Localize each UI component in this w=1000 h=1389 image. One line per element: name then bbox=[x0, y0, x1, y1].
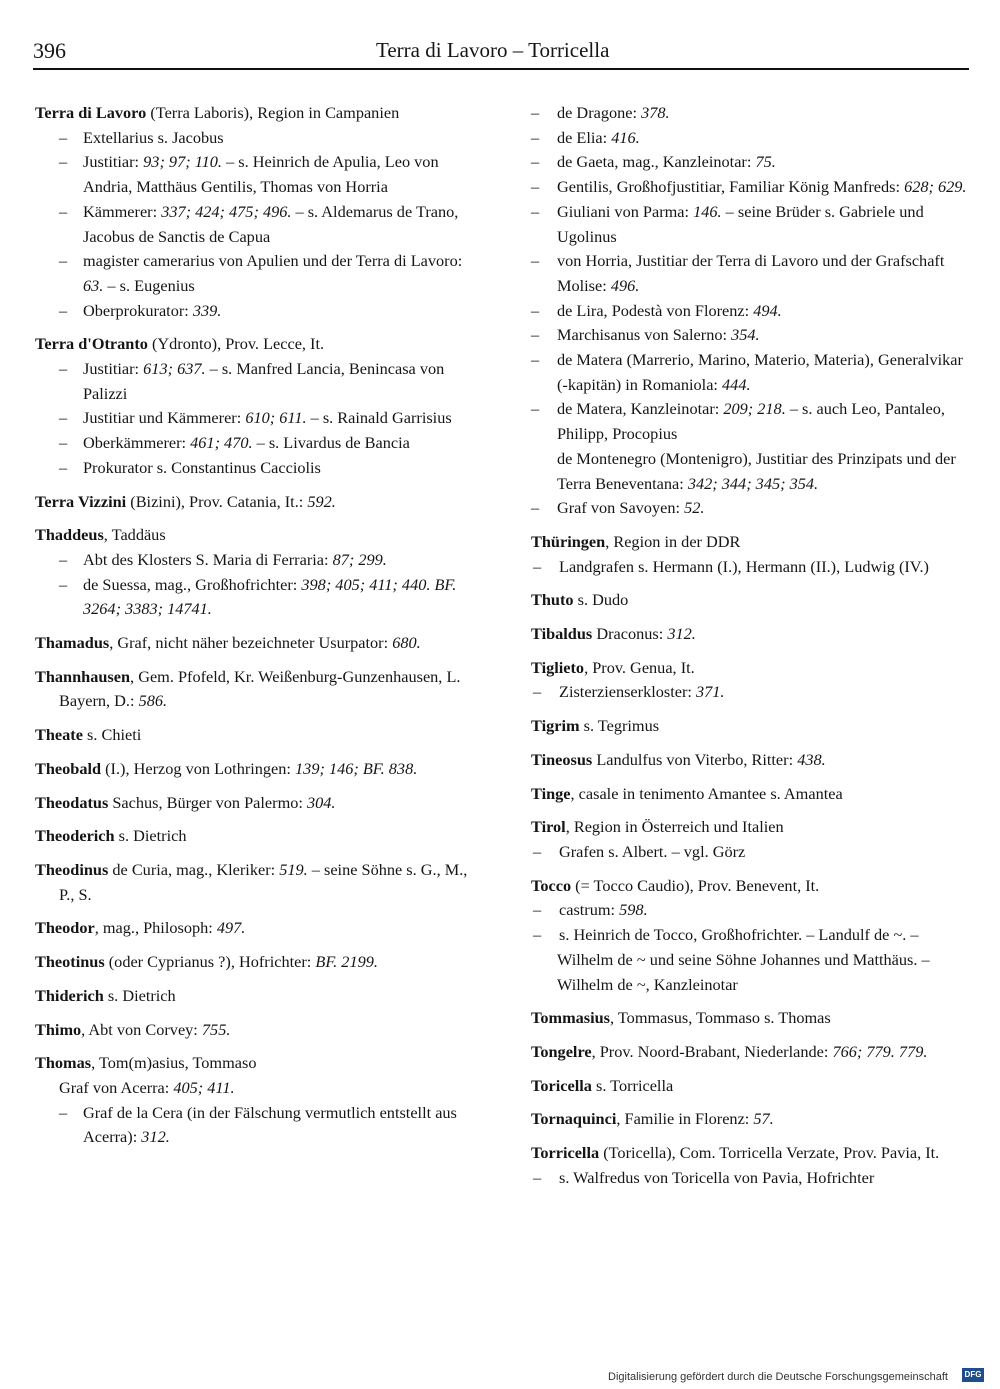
entry-headline bbox=[35, 332, 473, 357]
page-reference: 592. bbox=[307, 491, 336, 511]
entry-headline bbox=[35, 631, 473, 656]
index-entry bbox=[531, 1074, 969, 1099]
index-entry bbox=[531, 874, 969, 998]
index-entry bbox=[531, 588, 969, 613]
entry-text: s. Heinrich de Tocco, Großhofrichter. – Landulf de ~. – Wilhelm de ~ und seine Söhne Johannes und Matthäus. – Wilhelm de ~, Kanzleinotar bbox=[557, 925, 930, 994]
entry-text: s. Dietrich bbox=[114, 826, 187, 846]
entry-text: castrum: bbox=[559, 900, 620, 920]
entry-text: – s. Manfred Lancia, Benincasa von Palizzi bbox=[83, 359, 445, 403]
entry-headword: Theotinus bbox=[35, 952, 105, 972]
en-dash-bullet: – bbox=[531, 325, 540, 345]
page-reference: 378. bbox=[641, 103, 670, 122]
sub-entry bbox=[35, 299, 473, 324]
page-reference: 680. bbox=[392, 633, 421, 653]
page-reference: 75. bbox=[755, 152, 776, 172]
en-dash-bullet: – bbox=[533, 900, 542, 920]
page-reference: 438. bbox=[797, 749, 826, 769]
entry-headline bbox=[35, 1018, 473, 1043]
entry-headline bbox=[35, 490, 473, 515]
entry-headword: Tirol bbox=[531, 817, 566, 837]
sub-entry bbox=[531, 175, 969, 200]
page-reference: 93; 97; 110. bbox=[143, 152, 222, 172]
page-reference: 371. bbox=[695, 682, 725, 702]
entry-text: – s. Livardus de Bancia bbox=[252, 433, 410, 453]
entry-text: – seine Söhne s. G., M., P., S. bbox=[59, 859, 468, 904]
page-reference: 337; 424; 475; 496. bbox=[161, 201, 292, 221]
entry-headword: Tibaldus bbox=[531, 624, 593, 644]
entry-text: , Tom(m)asius, Tommaso bbox=[91, 1053, 257, 1073]
entry-text: , Prov. Noord-Brabant, Niederlande: bbox=[591, 1041, 833, 1061]
continued-entry bbox=[531, 101, 969, 521]
entry-text: (Toricella), Com. Torricella Verzate, Prov. Pavia, It. bbox=[599, 1143, 940, 1163]
entry-text: s. Tegrimus bbox=[579, 716, 660, 736]
en-dash-bullet: – bbox=[533, 841, 542, 861]
sub-entry bbox=[531, 680, 969, 705]
entry-text: , Region in der DDR bbox=[605, 531, 741, 551]
page-reference: 755. bbox=[201, 1019, 231, 1039]
en-dash-bullet: – bbox=[531, 350, 540, 370]
en-dash-bullet: – bbox=[531, 103, 540, 122]
entry-text: – s. Heinrich de Apulia, Leo von Andria, Matthäus Gentilis, Thomas von Horria bbox=[83, 152, 439, 197]
en-dash-bullet: – bbox=[533, 925, 542, 945]
entry-headword: Thamadus bbox=[35, 633, 110, 653]
en-dash-bullet: – bbox=[533, 682, 542, 702]
en-dash-bullet: – bbox=[531, 251, 540, 271]
index-entry bbox=[35, 490, 473, 515]
sub-entry bbox=[35, 126, 473, 151]
en-dash-bullet: – bbox=[59, 1102, 68, 1122]
entry-headword: Tommasius bbox=[531, 1008, 611, 1028]
entry-headline bbox=[531, 1107, 969, 1132]
entry-headword: Thomas bbox=[35, 1053, 92, 1073]
entry-text: Landulfus von Viterbo, Ritter: bbox=[592, 749, 798, 769]
index-entry bbox=[531, 622, 969, 647]
entry-text: , Abt von Corvey: bbox=[81, 1019, 202, 1039]
en-dash-bullet: – bbox=[531, 177, 540, 197]
index-entry bbox=[35, 1018, 473, 1043]
page-reference: 342; 344; 345; 354. bbox=[687, 473, 819, 493]
entry-headline bbox=[35, 757, 473, 782]
sub-entry bbox=[35, 431, 473, 456]
en-dash-bullet: – bbox=[59, 201, 68, 221]
entry-headword: Thuto bbox=[531, 590, 574, 610]
entry-text: Oberprokurator: bbox=[83, 300, 193, 320]
index-entry bbox=[35, 984, 473, 1009]
sub-entry bbox=[35, 1076, 473, 1101]
entry-headline bbox=[35, 1051, 473, 1076]
entry-text: Sachus, Bürger von Palermo: bbox=[108, 792, 307, 812]
entry-text: s. Dudo bbox=[573, 590, 629, 610]
entry-headword: Terra d'Otranto bbox=[35, 334, 148, 354]
entry-headline bbox=[531, 815, 969, 840]
entry-text: de Suessa, mag., Großhofrichter: bbox=[83, 574, 302, 594]
index-entry bbox=[531, 815, 969, 864]
entry-text: – s. Aldemarus de Trano, Jacobus de Sanctis de Capua bbox=[83, 201, 459, 246]
entry-headword: Theate bbox=[35, 725, 83, 745]
page-reference: 398; 405; 411; 440. BF. 3264; 3383; 14741. bbox=[83, 574, 457, 619]
entry-headline bbox=[531, 1141, 969, 1166]
sub-entry bbox=[531, 397, 969, 446]
entry-headline bbox=[35, 101, 473, 126]
page-reference: 354. bbox=[731, 325, 760, 345]
entry-text: Graf de la Cera (in der Fälschung vermutlich entstellt aus Acerra): bbox=[83, 1102, 457, 1147]
entry-text: (I.), Herzog von Lothringen: bbox=[101, 758, 296, 778]
entry-headline bbox=[531, 530, 969, 555]
dfg-logo: DFG bbox=[962, 1368, 984, 1382]
page-reference: 766; 779. 779. bbox=[832, 1041, 928, 1061]
entry-headword: Theoderich bbox=[35, 826, 115, 846]
entry-text: , Taddäus bbox=[103, 525, 166, 545]
sub-entry bbox=[531, 323, 969, 348]
entry-text: (Ydronto), Prov. Lecce, It. bbox=[147, 334, 325, 354]
en-dash-bullet: – bbox=[59, 359, 68, 379]
entry-text: Kämmerer: bbox=[83, 201, 162, 221]
en-dash-bullet: – bbox=[531, 152, 540, 172]
entry-text: – s. auch Leo, Pantaleo, Philipp, Procopius bbox=[557, 399, 945, 444]
en-dash-bullet: – bbox=[531, 201, 540, 221]
index-entry bbox=[35, 791, 473, 816]
en-dash-bullet: – bbox=[59, 251, 68, 271]
entry-text: Graf von Savoyen: bbox=[557, 498, 685, 518]
sub-entry bbox=[531, 101, 969, 126]
entry-text: Zisterzienserkloster: bbox=[559, 682, 696, 702]
page-reference: 461; 470. bbox=[190, 433, 253, 453]
entry-text: de Dragone: bbox=[557, 103, 642, 122]
page-reference: 444. bbox=[722, 374, 751, 394]
index-entry bbox=[35, 631, 473, 656]
entry-headword: Terra Vizzini bbox=[35, 491, 127, 511]
sub-entry bbox=[531, 126, 969, 151]
index-entry bbox=[35, 916, 473, 941]
index-entry bbox=[35, 950, 473, 975]
sub-entry bbox=[35, 357, 473, 406]
sub-entry bbox=[35, 548, 473, 573]
footer-funding-note: Digitalisierung gefördert durch die Deutsche Forschungsgemeinschaft bbox=[608, 1371, 948, 1383]
page-reference: 339. bbox=[192, 300, 222, 320]
sub-entry bbox=[531, 200, 969, 249]
entry-text: de Matera, Kanzleinotar: bbox=[557, 399, 724, 419]
entry-headline bbox=[531, 656, 969, 681]
entry-headword: Tocco bbox=[531, 875, 572, 895]
index-entry bbox=[531, 748, 969, 773]
entry-headword: Tornaquinci bbox=[531, 1109, 617, 1129]
index-entry bbox=[35, 665, 473, 714]
entry-text: de Gaeta, mag., Kanzleinotar: bbox=[557, 152, 756, 172]
page-reference: 519. bbox=[279, 859, 308, 879]
page-reference: 57. bbox=[753, 1109, 774, 1129]
en-dash-bullet: – bbox=[59, 408, 68, 428]
entry-text: Graf von Acerra: bbox=[59, 1077, 174, 1097]
sub-entry bbox=[531, 348, 969, 397]
entry-text: , Region in Österreich und Italien bbox=[565, 817, 784, 837]
entry-headword: Tinge bbox=[531, 783, 571, 803]
en-dash-bullet: – bbox=[59, 433, 68, 453]
entry-text: Extellarius s. Jacobus bbox=[83, 127, 224, 147]
index-entry bbox=[35, 824, 473, 849]
entry-text: de Elia: bbox=[557, 127, 612, 147]
entry-text: – s. Eugenius bbox=[103, 275, 195, 295]
page-reference: 598. bbox=[619, 900, 648, 920]
entry-headline bbox=[35, 984, 473, 1009]
right-column bbox=[531, 101, 969, 1199]
index-entry bbox=[35, 523, 473, 622]
entry-headword: Thiderich bbox=[35, 985, 104, 1005]
sub-entry bbox=[531, 1166, 969, 1191]
page-reference: 312. bbox=[141, 1127, 170, 1147]
entry-text: Prokurator s. Constantinus Cacciolis bbox=[83, 457, 321, 477]
entry-text: s. Walfredus von Toricella von Pavia, Hofrichter bbox=[559, 1167, 875, 1187]
entry-text: Grafen s. Albert. – vgl. Görz bbox=[559, 841, 746, 861]
entry-headword: Theobald bbox=[35, 758, 102, 778]
entry-text: , casale in tenimento Amantee s. Amantea bbox=[570, 783, 843, 803]
en-dash-bullet: – bbox=[59, 127, 68, 147]
entry-text: (= Tocco Caudio), Prov. Benevent, It. bbox=[571, 875, 820, 895]
entry-text: de Matera (Marrerio, Marino, Materio, Materia), Generalvikar (-kapitän) in Romaniola: bbox=[557, 350, 963, 394]
entry-text: , Prov. Genua, It. bbox=[584, 657, 695, 677]
entry-headword: Tiglieto bbox=[531, 657, 585, 677]
entry-text: Marchisanus von Salerno: bbox=[557, 325, 732, 345]
entry-text: , Tommasus, Tommaso s. Thomas bbox=[610, 1008, 831, 1028]
entry-text: magister camerarius von Apulien und der Terra di Lavoro: bbox=[83, 251, 463, 271]
entry-text: (Terra Laboris), Region in Campanien bbox=[146, 103, 400, 122]
entry-text: Landgrafen s. Hermann (I.), Hermann (II.), Ludwig (IV.) bbox=[559, 556, 929, 576]
sub-entry bbox=[531, 898, 969, 923]
entry-headline bbox=[531, 588, 969, 613]
index-entry bbox=[531, 1006, 969, 1031]
entry-headword: Torricella bbox=[531, 1143, 600, 1163]
entry-text: Oberkämmerer: bbox=[83, 433, 191, 453]
entry-headword: Thannhausen bbox=[35, 666, 131, 686]
index-entry bbox=[35, 332, 473, 480]
sub-entry bbox=[35, 150, 473, 199]
en-dash-bullet: – bbox=[59, 152, 68, 172]
page-reference: 494. bbox=[753, 300, 782, 320]
entry-headline bbox=[35, 665, 473, 714]
entry-headline bbox=[531, 1006, 969, 1031]
sub-entry bbox=[531, 150, 969, 175]
page-reference: 496. bbox=[610, 275, 640, 295]
sub-entry bbox=[531, 299, 969, 324]
index-entry bbox=[35, 757, 473, 782]
index-entry bbox=[531, 656, 969, 705]
entry-headword: Theodatus bbox=[35, 792, 109, 812]
page-reference: BF. 2199. bbox=[315, 952, 378, 972]
entry-text: s. Dietrich bbox=[103, 985, 176, 1005]
en-dash-bullet: – bbox=[59, 574, 68, 594]
index-entry bbox=[531, 1107, 969, 1132]
sub-entry bbox=[35, 1101, 473, 1150]
entry-headline bbox=[35, 791, 473, 816]
entry-text: Justitiar: bbox=[83, 359, 144, 379]
entry-headline bbox=[531, 622, 969, 647]
entry-text: von Horria, Justitiar der Terra di Lavoro und der Grafschaft Molise: bbox=[557, 251, 945, 295]
entry-text: de Curia, mag., Kleriker: bbox=[108, 859, 280, 879]
index-entry bbox=[531, 1040, 969, 1065]
page-reference: 405; 411. bbox=[173, 1077, 235, 1097]
index-entry bbox=[35, 1051, 473, 1150]
sub-entry bbox=[531, 496, 969, 521]
entry-headword: Terra di Lavoro bbox=[35, 103, 147, 122]
entry-text: Draconus: bbox=[592, 624, 668, 644]
index-entry bbox=[531, 714, 969, 739]
page-reference: 586. bbox=[138, 691, 168, 711]
sub-entry bbox=[35, 406, 473, 431]
page-reference: 63. bbox=[83, 275, 104, 295]
entry-headline bbox=[35, 723, 473, 748]
en-dash-bullet: – bbox=[533, 556, 542, 576]
index-entry bbox=[35, 101, 473, 323]
entry-headline bbox=[531, 714, 969, 739]
entry-headword: Tigrim bbox=[531, 716, 580, 736]
page-reference: 87; 299. bbox=[332, 549, 387, 569]
entry-headword: Theodinus bbox=[35, 859, 109, 879]
page-reference: 139; 146; BF. 838. bbox=[295, 758, 418, 778]
en-dash-bullet: – bbox=[59, 457, 68, 477]
en-dash-bullet: – bbox=[59, 549, 68, 569]
index-entry bbox=[35, 858, 473, 907]
entry-headline bbox=[35, 916, 473, 941]
page-reference: 52. bbox=[684, 498, 705, 518]
entry-text: de Montenegro (Montenigro), Justitiar des Prinzipats und der Terra Beneventana: bbox=[557, 448, 956, 493]
entry-headword: Thaddeus bbox=[35, 525, 104, 545]
entry-text: de Lira, Podestà von Florenz: bbox=[557, 300, 754, 320]
entry-text: (oder Cyprianus ?), Hofrichter: bbox=[104, 952, 316, 972]
entry-headline bbox=[35, 523, 473, 548]
entry-headword: Theodor bbox=[35, 918, 95, 938]
entry-headword: Toricella bbox=[531, 1075, 592, 1095]
sub-entry bbox=[35, 456, 473, 481]
page-reference: 416. bbox=[611, 127, 640, 147]
entry-headword: Tineosus bbox=[531, 749, 593, 769]
sub-entry bbox=[35, 573, 473, 622]
entry-text: – s. Rainald Garrisius bbox=[306, 408, 452, 428]
sub-entry bbox=[531, 249, 969, 298]
entry-text: , Graf, nicht näher bezeichneter Usurpator: bbox=[109, 633, 393, 653]
entry-headline bbox=[531, 874, 969, 899]
entry-text: Abt des Klosters S. Maria di Ferraria: bbox=[83, 549, 333, 569]
page-reference: 610; 611. bbox=[245, 408, 307, 428]
en-dash-bullet: – bbox=[531, 498, 540, 518]
page-number: 396 bbox=[33, 38, 66, 63]
entry-text: , Familie in Florenz: bbox=[616, 1109, 754, 1129]
entry-text: (Bizini), Prov. Catania, It.: bbox=[126, 491, 308, 511]
page-reference: 628; 629. bbox=[904, 177, 967, 197]
entry-headword: Thüringen bbox=[531, 531, 606, 551]
index-entry bbox=[531, 1141, 969, 1190]
entry-headline bbox=[35, 950, 473, 975]
entry-headline bbox=[531, 1040, 969, 1065]
sub-entry bbox=[35, 249, 473, 298]
page-reference: 613; 637. bbox=[143, 359, 206, 379]
index-entry bbox=[531, 530, 969, 579]
running-title: Terra di Lavoro – Torricella bbox=[376, 38, 610, 62]
page-reference: 146. bbox=[693, 201, 722, 221]
entry-text: , Gem. Pfofeld, Kr. Weißenburg-Gunzenhausen, L. Bayern, D.: bbox=[59, 666, 461, 711]
en-dash-bullet: – bbox=[533, 1167, 542, 1187]
page-reference: 312. bbox=[667, 624, 696, 644]
entry-text: s. Torricella bbox=[591, 1075, 674, 1095]
en-dash-bullet: – bbox=[531, 399, 540, 419]
sub-entry bbox=[35, 200, 473, 249]
entry-headline bbox=[531, 782, 969, 807]
en-dash-bullet: – bbox=[59, 300, 68, 320]
entry-text: Gentilis, Großhofjustitiar, Familiar König Manfreds: bbox=[557, 177, 905, 197]
sub-entry bbox=[531, 923, 969, 997]
entry-text: Giuliani von Parma: bbox=[557, 201, 694, 221]
entry-headline bbox=[531, 748, 969, 773]
en-dash-bullet: – bbox=[531, 127, 540, 147]
entry-text: – seine Brüder s. Gabriele und Ugolinus bbox=[557, 201, 924, 246]
sub-entry bbox=[531, 840, 969, 865]
entry-text: s. Chieti bbox=[82, 725, 142, 745]
header-rule bbox=[33, 68, 969, 70]
sub-entry bbox=[531, 447, 969, 496]
entry-text: Justitiar und Kämmerer: bbox=[83, 408, 246, 428]
index-entry bbox=[531, 782, 969, 807]
en-dash-bullet: – bbox=[531, 300, 540, 320]
sub-entry bbox=[531, 555, 969, 580]
page-reference: 304. bbox=[306, 792, 336, 812]
entry-headword: Tongelre bbox=[531, 1041, 592, 1061]
entry-headline bbox=[35, 824, 473, 849]
left-column bbox=[35, 101, 473, 1159]
page-reference: 497. bbox=[216, 918, 246, 938]
entry-text: Justitiar: bbox=[83, 152, 144, 172]
entry-headline bbox=[531, 1074, 969, 1099]
page-reference: 209; 218. bbox=[723, 399, 786, 419]
entry-headword: Thimo bbox=[35, 1019, 82, 1039]
entry-text: , mag., Philosoph: bbox=[94, 918, 217, 938]
entry-headline bbox=[35, 858, 473, 907]
index-entry bbox=[35, 723, 473, 748]
